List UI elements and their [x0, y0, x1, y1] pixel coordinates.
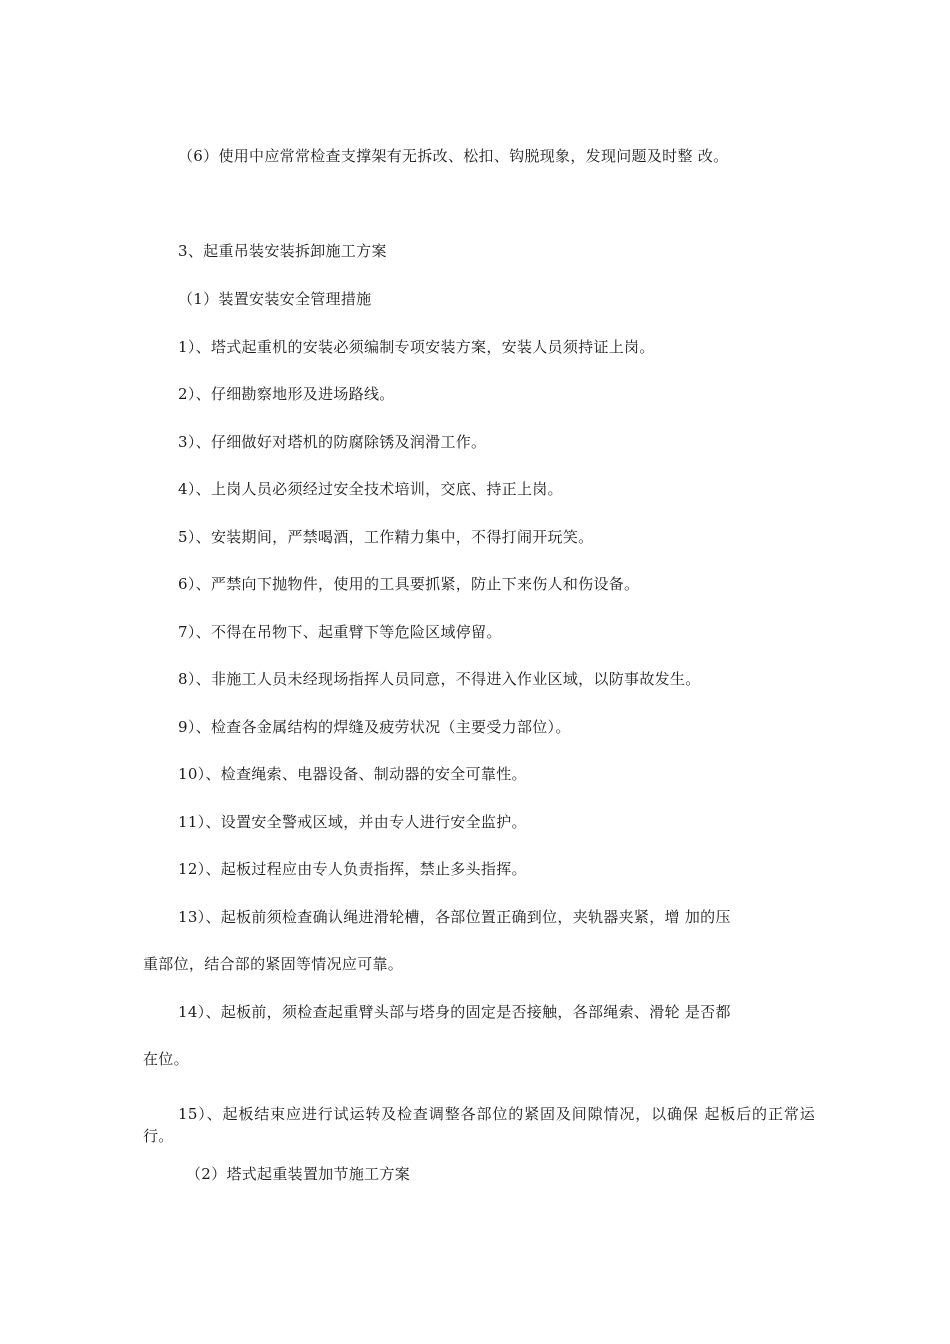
list-item-2: 2）、仔细勘察地形及进场路线。 — [178, 385, 395, 403]
list-item-12: 12）、起板过程应由专人负责指挥，禁止多头指挥。 — [178, 860, 527, 878]
list-item-15: 15）、起板结束应进行试运转及检查调整各部位的紧固及间隙情况，以确保 起板后的正常运行。 — [143, 1105, 815, 1145]
list-item-1: 1）、塔式起重机的安装必须编制专项安装方案，安装人员须持证上岗。 — [178, 338, 655, 356]
list-item-7: 7）、不得在吊物下、起重臂下等危险区域停留。 — [178, 623, 502, 641]
list-item-4: 4）、上岗人员必须经过安全技术培训，交底、持正上岗。 — [178, 480, 563, 498]
list-item-10: 10）、检查绳索、电器设备、制动器的安全可靠性。 — [178, 765, 527, 783]
list-item-13-line-2: 重部位，结合部的紧固等情况应可靠。 — [143, 955, 404, 973]
subsection-1-heading: （1）装置安装安全管理措施 — [178, 290, 372, 308]
list-item-6: 6）、严禁向下抛物件，使用的工具要抓紧，防止下来伤人和伤设备。 — [178, 575, 640, 593]
list-item-14-line-2: 在位。 — [143, 1050, 189, 1068]
list-item-3: 3）、仔细做好对塔机的防腐除锈及润滑工作。 — [178, 433, 487, 451]
list-item-13-line-1: 13）、起板前须检查确认绳进滑轮槽，各部位置正确到位，夹轨器夹紧，增 加的压 — [178, 908, 731, 926]
section-3-heading: 3、起重吊装安装拆卸施工方案 — [178, 242, 387, 260]
list-item-8: 8）、非施工人员未经现场指挥人员同意，不得进入作业区域，以防事故发生。 — [178, 670, 701, 688]
list-item-5: 5）、安装期间，严禁喝酒，工作精力集中，不得打闹开玩笑。 — [178, 528, 594, 546]
list-item-14-line-1: 14）、起板前，须检查起重臂头部与塔身的固定是否接触，各部绳索、滑轮 是否都 — [178, 1003, 731, 1021]
list-item-11: 11）、设置安全警戒区域，并由专人进行安全监护。 — [178, 813, 527, 831]
list-item-9: 9）、检查各金属结构的焊缝及疲劳状况（主要受力部位）。 — [178, 718, 571, 736]
paragraph-6: （6）使用中应常常检查支撑架有无拆改、松扣、钩脱现象，发现问题及时整 改。 — [178, 147, 729, 165]
subsection-2-heading: （2）塔式起重装置加节施工方案 — [186, 1165, 411, 1183]
